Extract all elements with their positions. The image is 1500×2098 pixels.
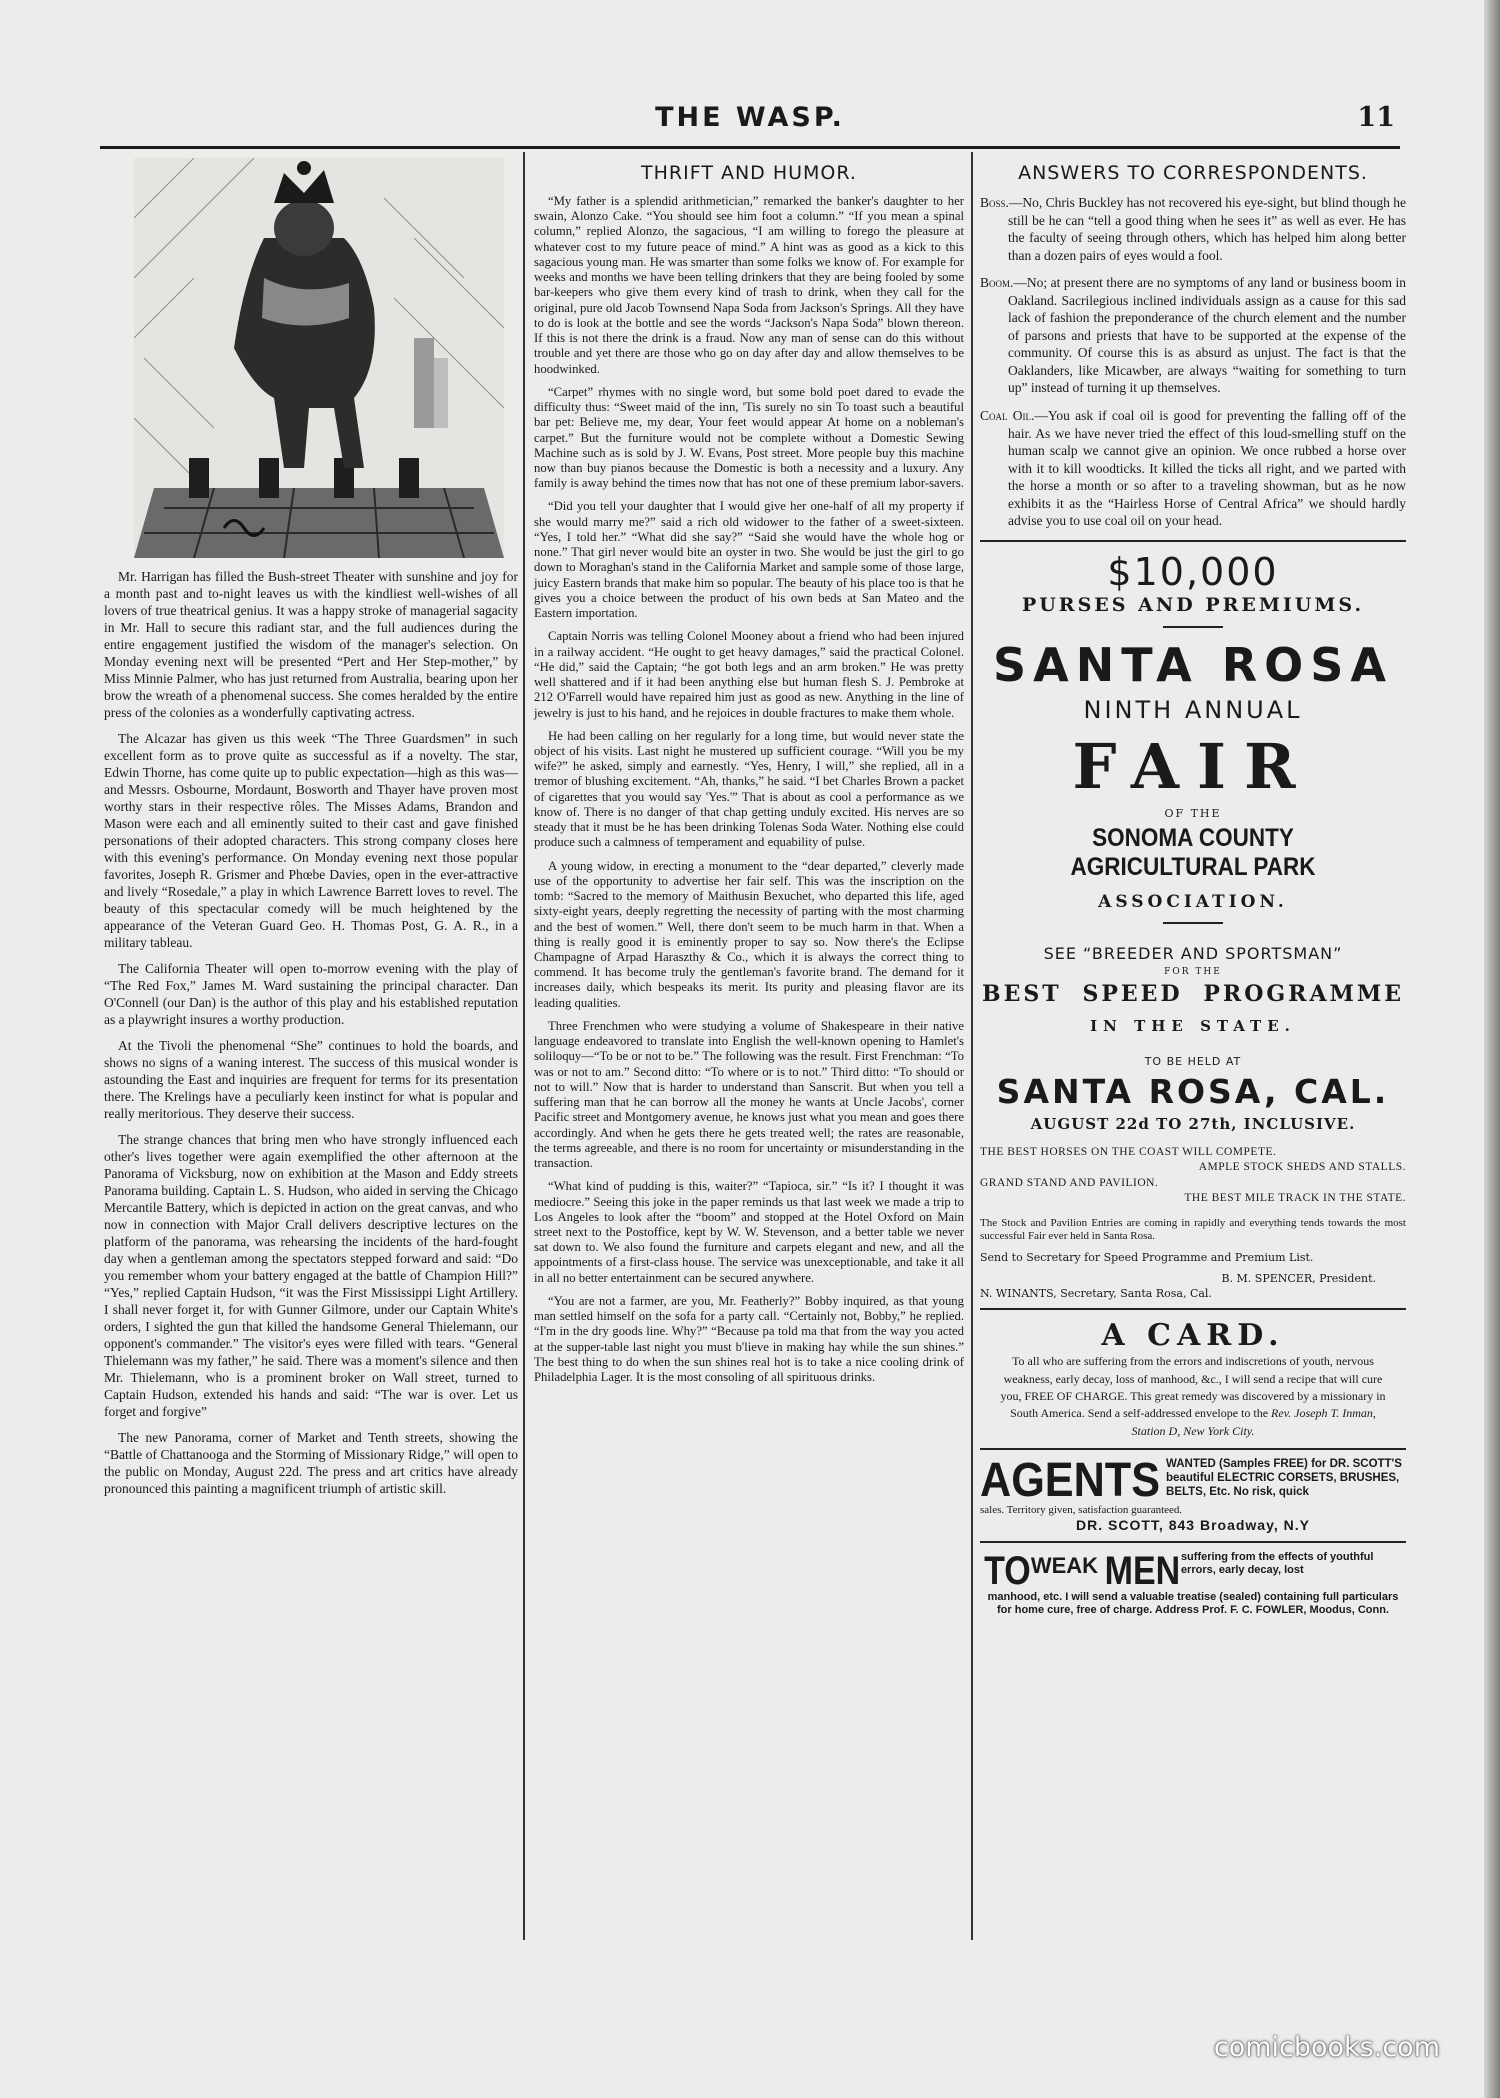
ad-for-the: FOR THE bbox=[1164, 966, 1222, 977]
paragraph: Three Frenchmen who were studying a volume of Shakespeare in their native language endeavored to translate into English the well-known opening to Hamlet's soliloquy—“To be or not to be.” The following was the result. First Frenchman: “To was or not to am.” Second ditto: “To where or is to not.” Third ditto: “To should or not to will.” Now that is harder to understand than Sanscrit. But when you tell a suffering man that he can borrow all the money he wants at Uncle Jacobs', corner Pacific street and Montgomery avenue, he knows just what you mean and goes there accordingly. And when he gets there he gets treated well; the rates are reasonable, the terms agreeable, and there is no room for uncertainty or misunderstanding in the transaction. bbox=[534, 1018, 964, 1171]
column-theater-notes bbox=[104, 158, 518, 1506]
agents-advertisement bbox=[980, 1454, 1406, 1534]
ad-fair: FAIR bbox=[1072, 729, 1314, 803]
paragraph: The new Panorama, corner of Market and Tenth streets, showing the “Battle of Chattanooga and the Storming of Missionary Ridge,” will open to the public on Monday, August 22d. The press and art critics have already pronounced this painting a magnificent triumph of artistic skill. bbox=[104, 1430, 518, 1496]
paragraph: “You are not a farmer, are you, Mr. Featherly?” Bobby inquired, as that young man settled himself on the sofa for a party call. “Certainly not, Bobby,” he replied. “I'm in the dry goods line. Why?” “Because pa told ma that from the way you acted at the supper-table last night you must b'lieve in making hay while the sun shines.” The best thing to do when the sun shines real hot is to take a nice cooling drink of Philadelphia Lager. It is the most consoling of all spirituous drinks. bbox=[534, 1293, 964, 1385]
answer-item bbox=[980, 407, 1406, 530]
agents-word: AGENTS bbox=[980, 1454, 1161, 1508]
paragraph: The strange chances that bring men who have strongly influenced each other's lives together were again exemplified the other afternoon at the Panorama of Vicksburg, now on exhibition at the Mason and Eddy streets Panorama building. Captain L. S. Hudson, who aided in serving the Chicago Mercantile Battery, which is depicted in action on the great canvas, and who now in connection with Major Crall delivers descriptive lectures on the platform of the panorama, was rehearsing the incidents of the hard-fought day when a gentleman among the spectators stepped forward and said: “Do you remember whom your battery engaged at the battle of Champion Hill?” “Yes,” replied Captain Hudson, “it was the First Mississippi Light Artillery. I shall never forget it, for with Gunner Gilmore, under our Captain White's orders, I sighted the gun that killed the handsome General Thielemann, our opponent's commander.” The visitor's eyes were filled with tears. “General Thielemann was my father,” he said. There was a moment's silence and then Mr. Thielemann, who is a prominent broker on Wall street, turned to Captain Hudson, extended his hands and said: “The war is over. Let us forget and forgive” bbox=[104, 1132, 518, 1419]
ad-purses: PURSES AND PREMIUMS. bbox=[1021, 593, 1365, 616]
column-answers-and-ads bbox=[980, 158, 1406, 1616]
ad-see: SEE “BREEDER AND SPORTSMAN” bbox=[1043, 943, 1343, 963]
answer-text: —No; at present there are no symptoms of any land or business boom in Oakland. Sacrilegious inclined individuals assign as a cause for this sad lack of fashion the preponderance of the church element and the number of parsons and priests that have to be supported at the expense of the community. Of course this is as absurd as unjust. The fact is that the Oaklanders, like Micawber, are always “waiting for something to turn up” instead of turning it up themselves. bbox=[1008, 275, 1406, 396]
page-number: 11 bbox=[1357, 102, 1395, 133]
page-edge-shadow bbox=[1484, 0, 1500, 2098]
column-divider-2 bbox=[971, 152, 973, 1940]
paragraph: “Did you tell your daughter that I would give her one-half of all my property if she would marry me?” said a rich old widower to the father of a sweet-sixteen. “Yes, I told her.” “What did she say?” “Said she would have the whole hog or none.” That girl never would bite an oyster in two. She would be just the girl to go down to Moraghan's stand in the California Market and sample some of those large, juicy Eastern brands that make him so popular. The beauty of his place too is that he gives you a choice between the product of his own beds at San Mateo and the Eastern importation. bbox=[534, 499, 964, 621]
page-header bbox=[95, 96, 1405, 144]
ad-in-the-state: IN THE STATE. bbox=[1090, 1016, 1296, 1035]
card-signature: Rev. Joseph T. Inman, Station D, New York City. bbox=[1131, 1406, 1376, 1438]
ad-short-rule bbox=[1163, 626, 1223, 628]
paragraph: “My father is a splendid arithmetician,” remarked the banker's daughter to her swain, Alonzo Cake. “You should see him foot a column.” “If you mean a spinal column,” replied Alonzo, the sagacious, “I am willing to forego the pleasure at whatever cost to my future peace of mind.” A hint was as good as a kick to this sagacious young man. He was smarter than some folks we know of. For example for weeks and months we have been telling drinkers that they are being fooled by some bar-keepers who give them every kind of trash to drink, when they call for the original, pure old Jacob Townsend Napa Soda from Jackson's Springs. All they have to do is look at the bottle and see the words “Jackson's Napa Soda” blown thereon. If this is not there the drink is a fraud. Now any man of sense can do this without trouble and yet there are those who go on day after day and allow themselves to be hoodwinked. bbox=[534, 194, 964, 376]
paragraph: Mr. Harrigan has filled the Bush-street Theater with sunshine and joy for a month past and to-night leaves us with the kindliest well-wishes of all lovers of true theatrical genius. It was a happy stroke of managerial sagacity in Mr. Hall to secure this radiant star, and the full audiences during the entire engagement justified the wisdom of the manager's selection. On Monday evening next will be presented “Pert and Her Step-mother,” by Miss Minnie Palmer, who has just returned from Australia, bearing upon her brow the wreath of a phenomenal success. She comes heralded by the entire press of the colonies as a wonderfully captivating actress. bbox=[104, 569, 518, 720]
ad-best-word: PROGRAMME bbox=[1203, 980, 1404, 1007]
ad-line: GRAND STAND AND PAVILION. bbox=[980, 1176, 1159, 1189]
column-thrift-and-humor bbox=[534, 158, 964, 1393]
answers-list bbox=[980, 194, 1406, 530]
ad-line: THE BEST MILE TRACK IN THE STATE. bbox=[1184, 1192, 1406, 1205]
paragraph: “Carpet” rhymes with no single word, but some bold poet dared to evade the difficulty thus: “Sweet maid of the inn, 'Tis surely no sin To toast such a beautiful bar pet: Believe me, my dear, Your feet would appear At home on a nobleman's carpet.” But the furniture would not be complete without a Domestic Sewing Machine such as is sold by J. W. Evans, Post street. More people buy this machine now than buy pianos because the Domestic is both a necessity and a luxury. Any family is away behind the times now that has not one of these premium labor-savers. bbox=[534, 384, 964, 491]
weak-to-word: TO bbox=[984, 1549, 1031, 1594]
ad-separator bbox=[980, 1448, 1406, 1450]
section-title: ANSWERS TO CORRESPONDENTS. bbox=[1018, 162, 1368, 184]
ad-line: AMPLE STOCK SHEDS AND STALLS. bbox=[1198, 1161, 1406, 1174]
ad-association: ASSOCIATION. bbox=[1098, 891, 1288, 912]
ad-separator bbox=[980, 1308, 1406, 1310]
paragraph: The Alcazar has given us this week “The Three Guardsmen” in such excellent form as to prove quite as successful as if a novelty. The star, Edwin Thorne, has come quite up to public expectation—high as this was—and Messrs. Osbourne, Mordaunt, Bosworth and Thayer have proven most worthy stars in their respective rôles. The Misses Adams, Brandon and Mason were each and all eminently suited to their cast and gave finished personations of their adopted characters. This strong company closes here with this evening's performance. On Monday evening next those popular favorites, Joseph R. Grismer and Phœbe Davies, open in the ever-attractive and lively “Rosedale,” a play in which Lawrence Barrett loves to revel. The beauty of this spectacular comedy will be much heightened by the appearance of the Veteran Guard Geo. H. Thomas Post, G. A. R., in a military tableau. bbox=[104, 731, 518, 950]
ad-best-speed-programme bbox=[980, 981, 1406, 1007]
answer-lead: Coal Oil. bbox=[980, 408, 1035, 424]
section-title: THRIFT AND HUMOR. bbox=[641, 162, 857, 184]
ad-town: SANTA ROSA bbox=[993, 637, 1393, 692]
theater-notes-text bbox=[104, 568, 518, 1497]
weak-men-text: suffering from the effects of youthful errors, early decay, lost bbox=[1180, 1551, 1374, 1576]
card-body-text: To all who are suffering from the errors and indiscretions of youth, nervous weakness, early decay, loss of manhood, &c., I will send a recipe that will cure you, FREE OF CHARGE. This great remedy was discovered by a missionary in South America. Send a self-addressed envelope to the bbox=[1000, 1354, 1386, 1421]
paragraph: “What kind of pudding is this, waiter?” “Tapioca, sir.” “Is it? I thought it was mediocre.” Seeing this joke in the paper reminds us that last week we made a trip to Los Angeles to look after the “boom” and stopped at the Hotel Oxford on Main street next to the Postoffice, kept by W. W. Stevenson, and a better table we never sat down to. We also found the furniture and carpets elegant and new, and all the appointments of a first-class house. The service was unexceptionable, and take it all in all no better entertainment can be secured anywhere. bbox=[534, 1179, 964, 1285]
answer-item bbox=[980, 274, 1406, 397]
ad-best-word: SPEED bbox=[1082, 980, 1183, 1007]
answer-item bbox=[980, 194, 1406, 264]
agents-text: WANTED (Samples FREE) for DR. SCOTT'S beautiful ELECTRIC CORSETS, BRUSHES, BELTS, Etc. No risk, quick bbox=[1166, 1458, 1402, 1498]
fair-advertisement bbox=[980, 550, 1406, 1133]
agents-header bbox=[980, 1454, 1406, 1508]
answer-lead: Boss. bbox=[980, 195, 1009, 210]
ad-separator bbox=[980, 1541, 1406, 1543]
fair-ad-send: Send to Secretary for Speed Programme and Premium List. bbox=[980, 1251, 1314, 1265]
ad-short-rule bbox=[1163, 922, 1223, 924]
ad-line: THE BEST HORSES ON THE COAST WILL COMPETE. bbox=[980, 1145, 1277, 1158]
thrift-humor-text bbox=[534, 194, 964, 1385]
paragraph: The California Theater will open to-morrow evening with the play of “The Red Fox,” James M. Ward sustaining the principal character. Dan O'Connell (our Dan) is the author of this play and his established reputation as a playwright insures a worthy production. bbox=[104, 961, 518, 1027]
fair-ad-secretary: N. WINANTS, Secretary, Santa Rosa, Cal. bbox=[980, 1287, 1212, 1301]
ad-price: $10,000 bbox=[1107, 549, 1279, 594]
weak-men-foot: manhood, etc. I will send a valuable treatise (sealed) containing full particulars for home cure, free of charge. Address Prof. F. C. FOWLER, Moodus, Conn. bbox=[987, 1591, 1399, 1616]
paragraph: He had been calling on her regularly for a long time, but would never state the object of his visits. Last night he mustered up sufficient courage. “Will you be my wife?” he asked, simply and earnestly. “Yes, Henry, I will,” she replied, all in a tremor of blushing excitement. “Ah, thanks,” he said. “I bet Charles Brown a packet of cigarettes that you would say 'Yes.'” That is about as cool a performance as we know of. There is no danger of that chap getting unduly excited. His nerves are so steady that it must be he has been drinking Tolenas Soda Water. Nothing else could produce such a calmness of temperament and equability of pulse. bbox=[534, 728, 964, 850]
column-divider-1 bbox=[523, 152, 525, 1940]
watermark: comicbooks.com bbox=[1213, 2032, 1440, 2063]
ad-separator bbox=[980, 540, 1406, 542]
ad-city: SANTA ROSA, CAL. bbox=[996, 1071, 1390, 1111]
card-title: A CARD. bbox=[1101, 1318, 1285, 1354]
ad-ninth-annual: NINTH ANNUAL bbox=[1083, 695, 1303, 724]
fair-ad-note: The Stock and Pavilion Entries are coming in rapidly and everything tends towards the most successful Fair ever held in Santa Rosa. bbox=[980, 1216, 1406, 1243]
ad-best-word: BEST bbox=[982, 980, 1062, 1007]
answer-text: —You ask if coal oil is good for preventing the falling off of the hair. As we have never tried the effect of this loud-smelling stuff on the human scalp we cannot give an opinion. We once rubbed a horse over with it to kill woodticks. It killed the ticks all right, and we parted with the horse a month or so after to a traveling showman, but as he now exhibits it as the “Hairless Horse of Central Africa” we should hardly advise you to use coal oil on your head. bbox=[1008, 408, 1407, 529]
paragraph: Captain Norris was telling Colonel Mooney about a friend who had been injured in a railway accident. “He ought to get heavy damages,” said the practical Colonel. “He did,” said the Captain; “he got both legs and an arm broken.” He was pretty well shattered and if it had been anything else but human flesh S. J. Pembroke at 212 O'Farrell would have repaired him just as good as new. Anything in the line of jewelry is just to his hand, and he rejoices in double fractures to make them whole. bbox=[534, 629, 964, 720]
ad-park-name: SONOMA COUNTY AGRICULTURAL PARK bbox=[1070, 823, 1316, 881]
masthead: THE WASP. bbox=[655, 102, 845, 133]
weak-men-advertisement bbox=[980, 1551, 1406, 1616]
ad-to-be-held: TO BE HELD AT bbox=[1144, 1054, 1242, 1068]
agents-name: DR. SCOTT, 843 Broadway, N.Y bbox=[1076, 1517, 1310, 1534]
ad-of-the: OF THE bbox=[1164, 806, 1222, 820]
weak-men-header bbox=[980, 1549, 1406, 1594]
weak-men-word: MEN bbox=[1104, 1549, 1181, 1594]
card-advertisement bbox=[980, 1318, 1406, 1440]
paragraph: At the Tivoli the phenomenal “She” continues to hold the boards, and shows no signs of a waning interest. The success of this musical wonder is astounding the East and inquiries are frequent for terms for its presentation there. The Krelings have a peculiarly keen instinct for what is popular and really meritorious. They deserve their success. bbox=[104, 1038, 518, 1121]
fair-ad-president: B. M. SPENCER, President. bbox=[1221, 1272, 1376, 1286]
card-body bbox=[980, 1353, 1406, 1440]
header-rule bbox=[100, 146, 1400, 149]
answer-text: —No, Chris Buckley has not recovered his eye-sight, but blind though he still be he can “tell a good thing when he sees it” as well as ever. He has the faculty of seeing through others, which has helped him along better than a dozen pairs of eyes would a fool. bbox=[1008, 195, 1406, 263]
ad-dates: AUGUST 22d TO 27th, INCLUSIVE. bbox=[1030, 1114, 1356, 1133]
paragraph: A young widow, in erecting a monument to the “dear departed,” cleverly made use of the opportunity to advertise her fair self. This was the inscription on the tomb: “Sacred to the memory of Maithusin Bexuchet, who departed this life, aged sixty-eight years, deeply regretting the necessity of parting with the most charming and the best of women.” Well, there don't seem to be much harm in that. When a thing is really good it is eminently proper to say so. Now there's the Eclipse Champagne of Arpad Haraszthy & Co., which it is always the correct thing to commend. It has become truly the gentleman's favorite brand. The demand for it increases daily, which bespeaks its merit. Its purity and pleasing flavor are its leading qualities. bbox=[534, 858, 964, 1010]
answer-lead: Boom. bbox=[980, 275, 1014, 291]
jester-illustration bbox=[134, 158, 504, 558]
weak-word: WEAK bbox=[1030, 1553, 1099, 1579]
agents-foot: sales. Territory given, satisfaction guaranteed. bbox=[980, 1503, 1183, 1516]
fair-ad-lines bbox=[980, 1145, 1406, 1207]
